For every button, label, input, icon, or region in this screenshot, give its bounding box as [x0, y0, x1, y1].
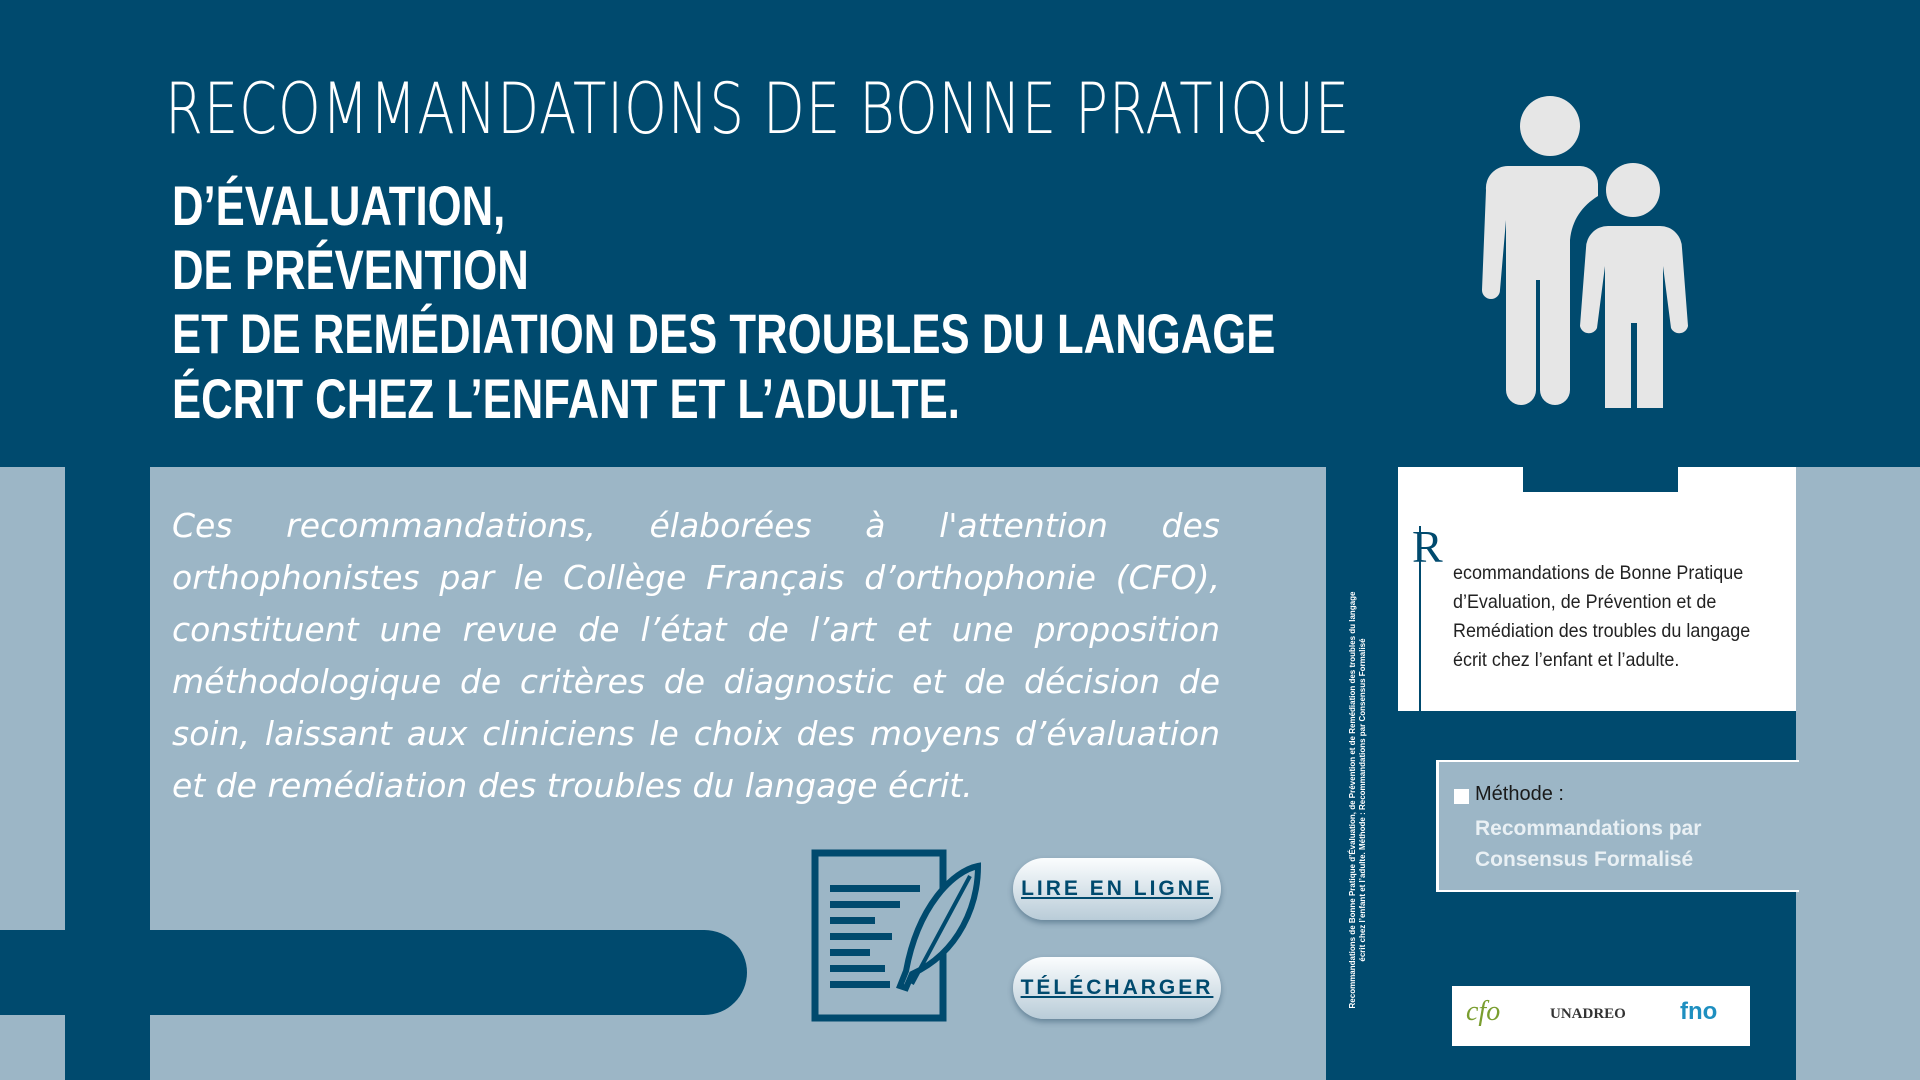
logo-unadreo: UNADREO [1550, 1006, 1626, 1022]
cover-title: ecommandations de Bonne Pratique d’Evaluation, de Prévention et de Remédiation des troubles du langage écrit chez l’enfant et l’adulte. [1453, 562, 1751, 671]
logo-fno: fno [1680, 998, 1718, 1025]
left-stripe-bottom [0, 1015, 65, 1080]
logo-cfo: cfo [1466, 996, 1501, 1027]
title-line-3: ET DE REMÉDIATION DES TROUBLES DU LANGAGE [172, 302, 1276, 365]
method-value-line-1: Recommandations par [1475, 817, 1702, 840]
cover-tab [1523, 467, 1678, 492]
method-label: Méthode : [1475, 783, 1564, 805]
cover-big-letter: R [1412, 521, 1443, 572]
description-text: Ces recommandations, élaborées à l'attention des orthophonistes par le Collège Français d’orthophonie (CFO), constituent une revue de l’état de l’art et une proposition méthodologique de critères de diagnostic et de décision de soin, laissant aux cliniciens le choix des moyens d’évaluation et de remédiation des troubles du langage écrit. [172, 506, 1220, 805]
adult-child-icon [1480, 88, 1695, 408]
read-online-button[interactable]: LIRE EN LIGNE [1013, 858, 1221, 920]
document-quill-icon [810, 848, 985, 1023]
method-value-line-2: Consensus Formalisé [1475, 848, 1694, 871]
title-line-1: D’ÉVALUATION, [172, 174, 506, 237]
partner-logos [1452, 986, 1750, 1046]
right-stripe [1796, 467, 1920, 1080]
decorative-pill [0, 930, 747, 1015]
kicker-title: RECOMMANDATIONS DE BONNE PRATIQUE [165, 68, 1351, 150]
title-line-2: DE PRÉVENTION [172, 238, 529, 301]
download-button[interactable]: TÉLÉCHARGER [1013, 957, 1221, 1019]
method-bullet [1454, 789, 1469, 804]
title-line-4: ÉCRIT CHEZ L’ENFANT ET L’ADULTE. [172, 367, 960, 430]
method-value [1475, 813, 1701, 875]
book-spine-text: Recommandations de Bonne Pratique d’Évaluation, de Prévention et de Remédiation des troubles du langage écrit chez l’enfant et l’adulte. Méthode : Recommandations par Consensus Formalisé [1348, 591, 1367, 1009]
